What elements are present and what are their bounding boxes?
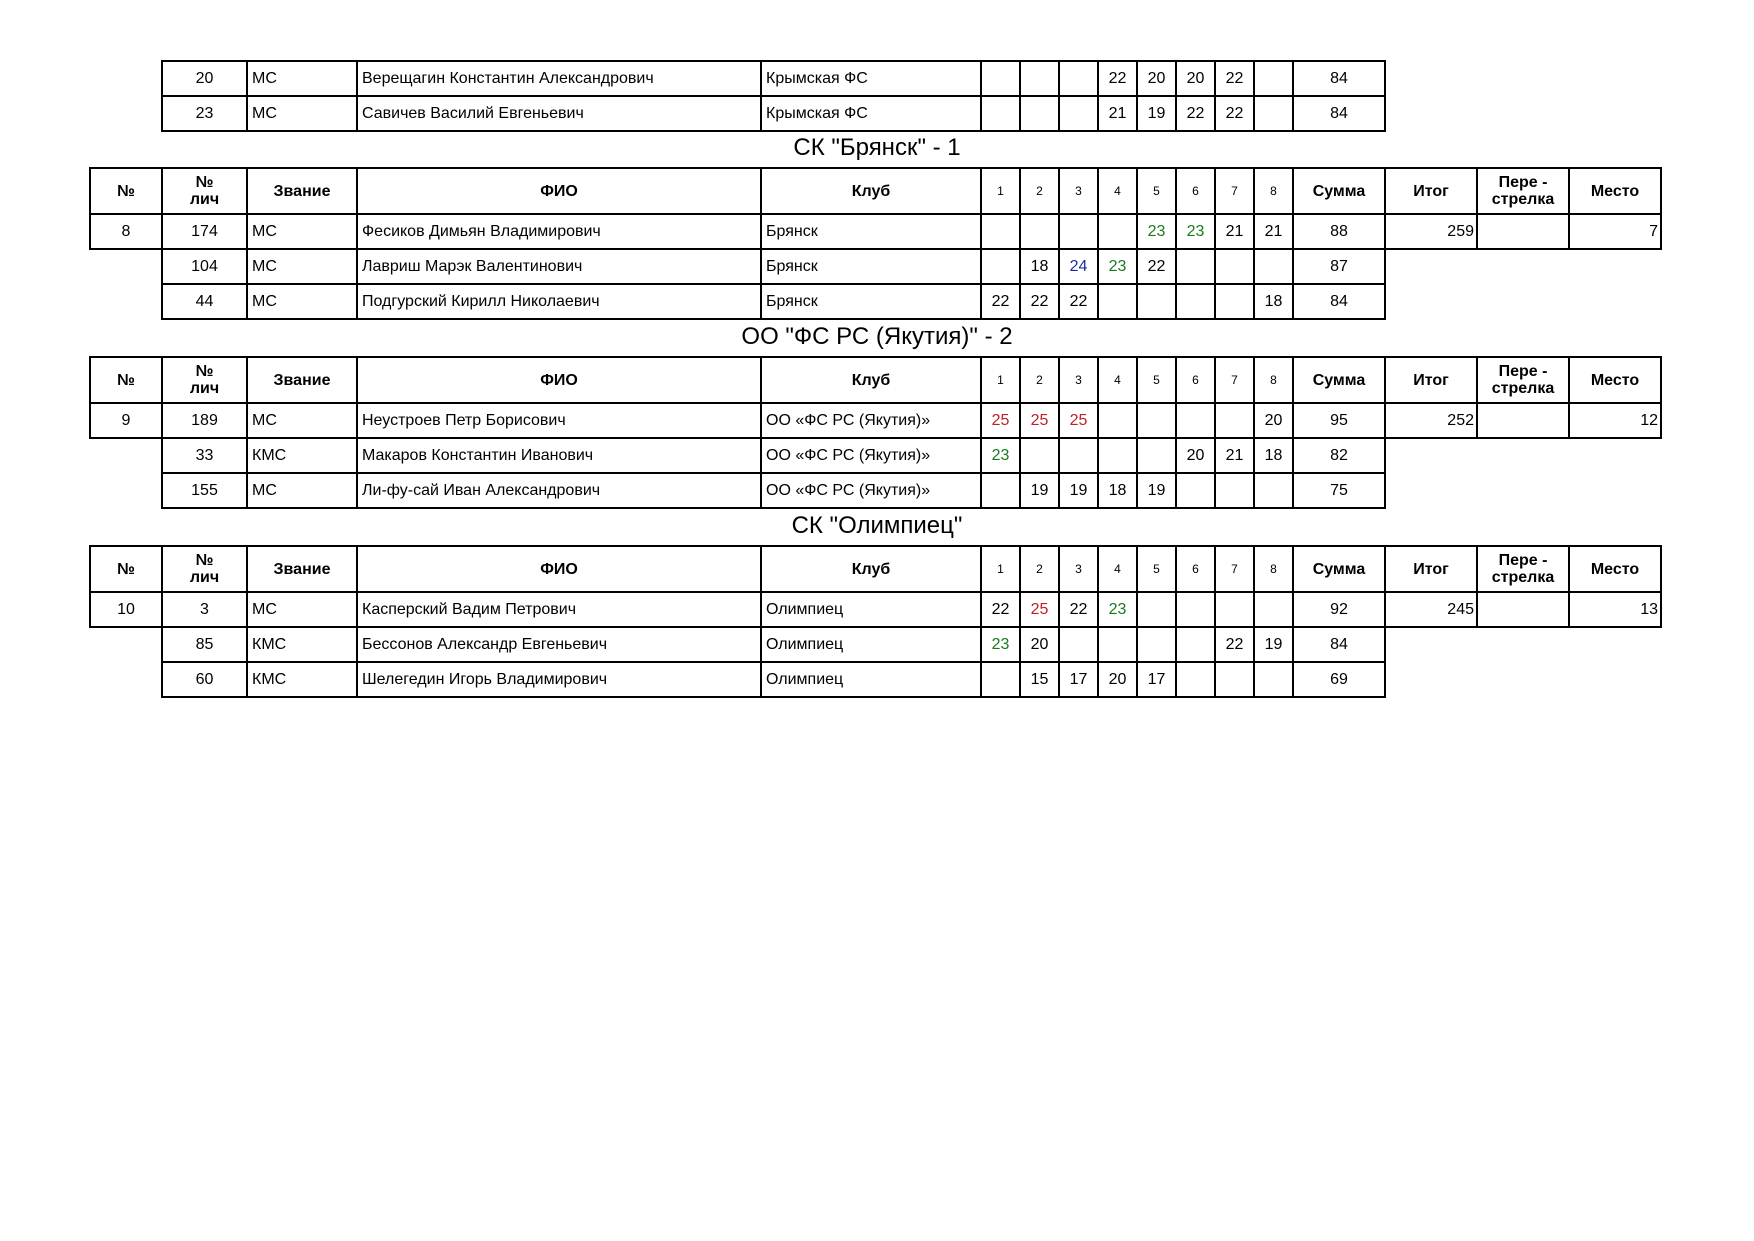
series-score-cell <box>1137 284 1176 319</box>
series-score-cell: 22 <box>1176 96 1215 131</box>
personal-number-cell: 155 <box>162 473 247 508</box>
series-score-cell: 22 <box>1215 96 1254 131</box>
name-cell: Фесиков Димьян Владимирович <box>357 214 761 249</box>
header-personal-no-line1: № <box>195 552 214 569</box>
name-cell: Ли-фу-сай Иван Александрович <box>357 473 761 508</box>
header-series: 1 <box>981 357 1020 403</box>
series-score-cell <box>1215 403 1254 438</box>
team-table <box>89 356 1662 509</box>
header-personal-no-line2: лич <box>189 380 220 397</box>
series-score-cell <box>1215 284 1254 319</box>
series-score-cell <box>1254 249 1293 284</box>
empty-cell <box>1477 473 1569 508</box>
rank-cell: МС <box>247 249 357 284</box>
header-club: Клуб <box>761 546 981 592</box>
header-club: Клуб <box>761 168 981 214</box>
table-row <box>162 61 1385 96</box>
series-score-cell: 23 <box>981 627 1020 662</box>
empty-cell <box>90 249 162 284</box>
personal-number-cell: 174 <box>162 214 247 249</box>
header-row <box>90 357 1661 403</box>
empty-cell <box>1569 438 1661 473</box>
empty-cell <box>1385 438 1477 473</box>
club-cell: Олимпиец <box>761 592 981 627</box>
team-number-cell: 10 <box>90 592 162 627</box>
rank-cell: МС <box>247 284 357 319</box>
series-score-cell: 22 <box>1137 249 1176 284</box>
series-score-cell <box>981 96 1020 131</box>
series-score-cell <box>981 214 1020 249</box>
rank-cell: МС <box>247 96 357 131</box>
header-series: 6 <box>1176 357 1215 403</box>
series-score-cell <box>1176 592 1215 627</box>
series-score-cell <box>1098 438 1137 473</box>
header-series: 8 <box>1254 546 1293 592</box>
header-series: 5 <box>1137 168 1176 214</box>
team-table <box>89 545 1662 698</box>
header-series: 3 <box>1059 168 1098 214</box>
table-row <box>90 214 1661 249</box>
rank-cell: МС <box>247 61 357 96</box>
team-table <box>89 167 1662 320</box>
series-score-cell: 17 <box>1137 662 1176 697</box>
series-score-cell: 20 <box>1137 61 1176 96</box>
header-series: 6 <box>1176 168 1215 214</box>
series-score-cell: 23 <box>1098 592 1137 627</box>
series-score-cell: 25 <box>1059 403 1098 438</box>
header-rank: Звание <box>247 357 357 403</box>
empty-cell <box>90 284 162 319</box>
series-score-cell: 20 <box>1176 61 1215 96</box>
header-series: 7 <box>1215 168 1254 214</box>
header-shootoff-line1: Пере - <box>1498 552 1548 569</box>
empty-cell <box>1569 284 1661 319</box>
series-score-cell: 20 <box>1098 662 1137 697</box>
header-series: 4 <box>1098 357 1137 403</box>
series-score-cell <box>1059 214 1098 249</box>
header-name: ФИО <box>357 357 761 403</box>
rank-cell: МС <box>247 592 357 627</box>
series-score-cell <box>1254 473 1293 508</box>
name-cell: Неустроев Петр Борисович <box>357 403 761 438</box>
header-shootoff <box>1477 357 1569 403</box>
sum-cell: 95 <box>1293 403 1385 438</box>
header-series: 6 <box>1176 546 1215 592</box>
name-cell: Подгурский Кирилл Николаевич <box>357 284 761 319</box>
series-score-cell: 24 <box>1059 249 1098 284</box>
header-name: ФИО <box>357 168 761 214</box>
table-row <box>162 96 1385 131</box>
header-series: 2 <box>1020 546 1059 592</box>
club-cell: ОО «ФС РС (Якутия)» <box>761 438 981 473</box>
personal-number-cell: 60 <box>162 662 247 697</box>
header-place: Место <box>1569 357 1661 403</box>
series-score-cell <box>1137 438 1176 473</box>
series-score-cell <box>1137 403 1176 438</box>
sum-cell: 84 <box>1293 627 1385 662</box>
personal-number-cell: 3 <box>162 592 247 627</box>
club-cell: Брянск <box>761 214 981 249</box>
header-sum: Сумма <box>1293 357 1385 403</box>
shootoff-cell <box>1477 214 1569 249</box>
team-total-cell: 259 <box>1385 214 1477 249</box>
club-cell: Крымская ФС <box>761 96 981 131</box>
club-cell: Брянск <box>761 284 981 319</box>
table-row <box>90 403 1661 438</box>
team-number-cell: 9 <box>90 403 162 438</box>
header-series: 1 <box>981 546 1020 592</box>
shootoff-cell <box>1477 592 1569 627</box>
series-score-cell: 19 <box>1059 473 1098 508</box>
series-score-cell: 22 <box>981 284 1020 319</box>
series-score-cell: 22 <box>981 592 1020 627</box>
header-no: № <box>90 357 162 403</box>
shootoff-cell <box>1477 403 1569 438</box>
personal-number-cell: 23 <box>162 96 247 131</box>
header-personal-no-line2: лич <box>189 569 220 586</box>
series-score-cell: 25 <box>1020 403 1059 438</box>
series-score-cell <box>1215 473 1254 508</box>
series-score-cell <box>1137 592 1176 627</box>
header-place: Место <box>1569 168 1661 214</box>
team-total-cell: 252 <box>1385 403 1477 438</box>
club-cell: Брянск <box>761 249 981 284</box>
empty-cell <box>1385 473 1477 508</box>
header-shootoff-line1: Пере - <box>1498 363 1548 380</box>
series-score-cell: 25 <box>1020 592 1059 627</box>
sum-cell: 88 <box>1293 214 1385 249</box>
header-series: 2 <box>1020 357 1059 403</box>
header-club: Клуб <box>761 357 981 403</box>
header-personal-no <box>162 546 247 592</box>
header-series: 7 <box>1215 357 1254 403</box>
series-score-cell <box>1098 627 1137 662</box>
table-row <box>90 249 1661 284</box>
series-score-cell <box>1020 438 1059 473</box>
series-score-cell <box>1254 662 1293 697</box>
header-series: 8 <box>1254 168 1293 214</box>
sum-cell: 82 <box>1293 438 1385 473</box>
header-series: 4 <box>1098 546 1137 592</box>
empty-cell <box>90 473 162 508</box>
header-personal-no <box>162 357 247 403</box>
sum-cell: 84 <box>1293 284 1385 319</box>
name-cell: Савичев Василий Евгеньевич <box>357 96 761 131</box>
rank-cell: КМС <box>247 438 357 473</box>
sum-cell: 69 <box>1293 662 1385 697</box>
empty-cell <box>1385 662 1477 697</box>
header-row <box>90 546 1661 592</box>
series-score-cell: 23 <box>981 438 1020 473</box>
header-series: 8 <box>1254 357 1293 403</box>
header-personal-no <box>162 168 247 214</box>
personal-number-cell: 20 <box>162 61 247 96</box>
empty-cell <box>1569 662 1661 697</box>
header-place: Место <box>1569 546 1661 592</box>
empty-cell <box>1477 438 1569 473</box>
series-score-cell: 22 <box>1215 627 1254 662</box>
header-sum: Сумма <box>1293 546 1385 592</box>
series-score-cell <box>1020 214 1059 249</box>
header-shootoff-line2: стрелка <box>1491 191 1555 208</box>
personal-number-cell: 33 <box>162 438 247 473</box>
series-score-cell: 22 <box>1059 592 1098 627</box>
series-score-cell <box>1215 592 1254 627</box>
empty-cell <box>90 662 162 697</box>
empty-cell <box>1477 284 1569 319</box>
club-cell: ОО «ФС РС (Якутия)» <box>761 473 981 508</box>
header-shootoff-line2: стрелка <box>1491 569 1555 586</box>
series-score-cell <box>1059 627 1098 662</box>
rank-cell: МС <box>247 473 357 508</box>
empty-cell <box>1385 284 1477 319</box>
rank-cell: МС <box>247 214 357 249</box>
series-score-cell: 18 <box>1254 438 1293 473</box>
empty-cell <box>1477 249 1569 284</box>
series-score-cell: 19 <box>1254 627 1293 662</box>
header-personal-no-line1: № <box>195 174 214 191</box>
header-shootoff <box>1477 546 1569 592</box>
sum-cell: 92 <box>1293 592 1385 627</box>
series-score-cell: 22 <box>1215 61 1254 96</box>
club-cell: ОО «ФС РС (Якутия)» <box>761 403 981 438</box>
series-score-cell: 23 <box>1176 214 1215 249</box>
name-cell: Лавриш Марэк Валентинович <box>357 249 761 284</box>
sum-cell: 84 <box>1293 96 1385 131</box>
series-score-cell <box>1215 662 1254 697</box>
header-shootoff <box>1477 168 1569 214</box>
table-row <box>90 473 1661 508</box>
team-title: СК "Брянск" - 1 <box>793 134 961 161</box>
header-rank: Звание <box>247 546 357 592</box>
name-cell: Касперский Вадим Петрович <box>357 592 761 627</box>
name-cell: Макаров Константин Иванович <box>357 438 761 473</box>
header-series: 5 <box>1137 357 1176 403</box>
series-score-cell <box>1059 96 1098 131</box>
club-cell: Крымская ФС <box>761 61 981 96</box>
series-score-cell <box>1098 284 1137 319</box>
name-cell: Верещагин Константин Александрович <box>357 61 761 96</box>
empty-cell <box>1477 662 1569 697</box>
personal-number-cell: 44 <box>162 284 247 319</box>
header-personal-no-line1: № <box>195 363 214 380</box>
rank-cell: МС <box>247 403 357 438</box>
series-score-cell: 19 <box>1020 473 1059 508</box>
series-score-cell: 20 <box>1020 627 1059 662</box>
team-title: ОО "ФС РС (Якутия)" - 2 <box>741 323 1013 350</box>
place-cell: 7 <box>1569 214 1661 249</box>
header-series: 7 <box>1215 546 1254 592</box>
empty-cell <box>90 438 162 473</box>
header-sum: Сумма <box>1293 168 1385 214</box>
series-score-cell <box>981 473 1020 508</box>
series-score-cell: 19 <box>1137 96 1176 131</box>
table-row <box>90 592 1661 627</box>
header-row <box>90 168 1661 214</box>
empty-cell <box>90 627 162 662</box>
personal-number-cell: 85 <box>162 627 247 662</box>
header-series: 4 <box>1098 168 1137 214</box>
series-score-cell: 22 <box>1020 284 1059 319</box>
series-score-cell: 21 <box>1215 214 1254 249</box>
series-score-cell: 22 <box>1059 284 1098 319</box>
empty-cell <box>1569 627 1661 662</box>
personal-number-cell: 189 <box>162 403 247 438</box>
series-score-cell: 20 <box>1254 403 1293 438</box>
series-score-cell <box>1176 627 1215 662</box>
series-score-cell <box>981 662 1020 697</box>
team-total-cell: 245 <box>1385 592 1477 627</box>
header-no: № <box>90 168 162 214</box>
series-score-cell: 22 <box>1098 61 1137 96</box>
series-score-cell: 21 <box>1098 96 1137 131</box>
table-row <box>90 438 1661 473</box>
club-cell: Олимпиец <box>761 662 981 697</box>
empty-cell <box>1385 249 1477 284</box>
table-row <box>90 284 1661 319</box>
series-score-cell: 15 <box>1020 662 1059 697</box>
sum-cell: 84 <box>1293 61 1385 96</box>
series-score-cell: 25 <box>981 403 1020 438</box>
empty-cell <box>1569 249 1661 284</box>
rank-cell: КМС <box>247 662 357 697</box>
header-series: 3 <box>1059 357 1098 403</box>
series-score-cell <box>1020 96 1059 131</box>
empty-cell <box>1569 473 1661 508</box>
series-score-cell <box>1254 61 1293 96</box>
table-row <box>90 627 1661 662</box>
series-score-cell <box>1215 249 1254 284</box>
sum-cell: 75 <box>1293 473 1385 508</box>
header-series: 1 <box>981 168 1020 214</box>
series-score-cell: 18 <box>1254 284 1293 319</box>
series-score-cell <box>1254 592 1293 627</box>
series-score-cell: 21 <box>1215 438 1254 473</box>
name-cell: Шелегедин Игорь Владимирович <box>357 662 761 697</box>
empty-cell <box>1385 627 1477 662</box>
team-number-cell: 8 <box>90 214 162 249</box>
personal-number-cell: 104 <box>162 249 247 284</box>
place-cell: 13 <box>1569 592 1661 627</box>
series-score-cell <box>1098 214 1137 249</box>
header-series: 5 <box>1137 546 1176 592</box>
team-title: СК "Олимпиец" <box>791 512 963 539</box>
series-score-cell: 19 <box>1137 473 1176 508</box>
header-personal-no-line2: лич <box>189 191 220 208</box>
series-score-cell <box>1098 403 1137 438</box>
series-score-cell <box>1137 627 1176 662</box>
series-score-cell: 18 <box>1020 249 1059 284</box>
series-score-cell <box>1059 61 1098 96</box>
empty-cell <box>1477 627 1569 662</box>
series-score-cell: 20 <box>1176 438 1215 473</box>
name-cell: Бессонов Александр Евгеньевич <box>357 627 761 662</box>
series-score-cell <box>1176 662 1215 697</box>
series-score-cell <box>1176 403 1215 438</box>
series-score-cell: 18 <box>1098 473 1137 508</box>
header-total: Итог <box>1385 168 1477 214</box>
header-no: № <box>90 546 162 592</box>
series-score-cell <box>1176 284 1215 319</box>
table-row <box>90 662 1661 697</box>
series-score-cell: 17 <box>1059 662 1098 697</box>
club-cell: Олимпиец <box>761 627 981 662</box>
header-name: ФИО <box>357 546 761 592</box>
header-rank: Звание <box>247 168 357 214</box>
series-score-cell <box>1176 249 1215 284</box>
series-score-cell <box>981 61 1020 96</box>
header-total: Итог <box>1385 546 1477 592</box>
continuation-table <box>161 60 1386 132</box>
series-score-cell <box>1254 96 1293 131</box>
series-score-cell: 23 <box>1137 214 1176 249</box>
rank-cell: КМС <box>247 627 357 662</box>
place-cell: 12 <box>1569 403 1661 438</box>
series-score-cell: 23 <box>1098 249 1137 284</box>
sum-cell: 87 <box>1293 249 1385 284</box>
series-score-cell <box>981 249 1020 284</box>
series-score-cell <box>1020 61 1059 96</box>
series-score-cell <box>1059 438 1098 473</box>
header-shootoff-line1: Пере - <box>1498 174 1548 191</box>
header-total: Итог <box>1385 357 1477 403</box>
header-series: 3 <box>1059 546 1098 592</box>
header-series: 2 <box>1020 168 1059 214</box>
header-shootoff-line2: стрелка <box>1491 380 1555 397</box>
series-score-cell <box>1176 473 1215 508</box>
series-score-cell: 21 <box>1254 214 1293 249</box>
